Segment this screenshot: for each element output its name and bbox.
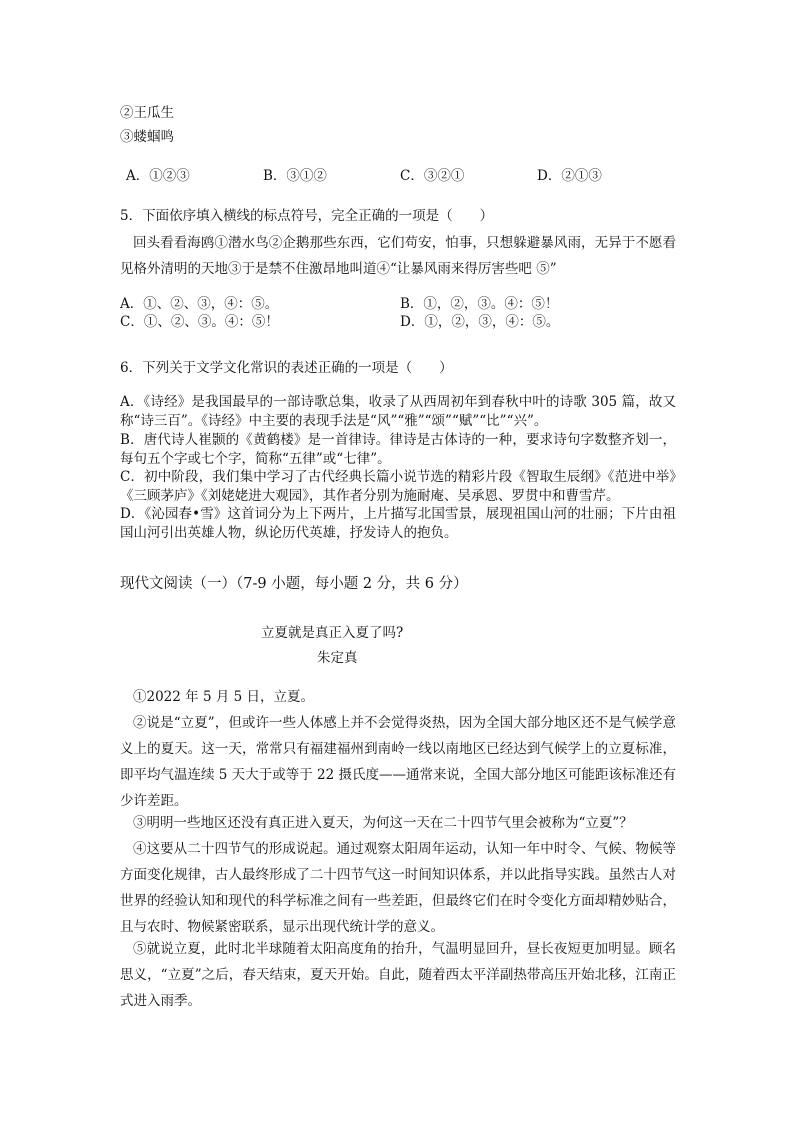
q5-passage: 回头看看海鸥①潜水鸟②企鹅那些东西，它们苟安，怕事，只想躲避暴风雨，无异于不愿看见格外清明的天地③于是禁不住激昂地叫道④“让暴风雨来得厉害些吧 ⑤”	[120, 235, 676, 277]
q6-option-d: D．《沁园春•雪》这首词分为上下两片，上片描写北国雪景，展现祖国山河的壮丽；下片由祖国山河引出英雄人物，纵论历代英雄，抒发诗人的抱负。	[120, 506, 676, 541]
article-author: 朱定真	[317, 650, 358, 666]
q6-option-c: C．初中阶段，我们集中学习了古代经典长篇小说节选的精彩片段《智取生辰纲》《范进中举》《三顾茅庐》《刘姥姥进大观园》，其作者分别为施耐庵、吴承恩、罗贯中和曹雪芹。	[120, 469, 676, 504]
q5-option-a: A．①、②、③，④：⑤。	[120, 296, 279, 312]
article-paragraph-4: ④这要从二十四节气的形成说起。通过观察太阳周年运动，认知一年中时令、气候、物候等方面变化规律，古人最终形成了二十四节气这一时间知识体系，并以此指导实践。虽然古人对世界的经验认知和现代的科学标准之间有一些差距，但最终它们在时令变化方面却精妙贴合，且与农时、物候紧密联系，显示出现代统计学的意义。	[120, 841, 676, 935]
section-heading: 现代文阅读（一）（7-9 小题，每小题 2 分，共 6 分）	[120, 576, 468, 592]
q5-option-b: B．①，②，③。④：⑤！	[400, 296, 559, 312]
q4-option-d: D．②①③	[537, 168, 602, 184]
q4-item-2: ②王瓜生	[120, 105, 174, 121]
q6-stem: 6．下列关于文学文化常识的表述正确的一项是（ ）	[120, 360, 453, 376]
q5-stem: 5．下面依序填入横线的标点符号，完全正确的一项是（ ）	[120, 208, 494, 224]
article-paragraph-5: ⑤就说立夏，此时北半球随着太阳高度角的抬升，气温明显回升，昼长夜短更加明显。顾名思义，“立夏”之后，春天结束，夏天开始。自此，随着西太平洋副热带高压开始北移，江南正式进入雨季。	[120, 941, 676, 1009]
article-paragraph-1: ①2022 年 5 月 5 日，立夏。	[133, 689, 314, 705]
q4-option-a: A．①②③	[126, 168, 190, 184]
q4-option-b: B．③①②	[263, 168, 327, 184]
q5-option-d: D．①，②，③，④：⑤。	[400, 314, 560, 330]
article-title: 立夏就是真正入夏了吗?	[261, 625, 404, 641]
q6-option-a: A．《诗经》是我国最早的一部诗歌总集，收录了从西周初年到春秋中叶的诗歌 305 篇，故又称“诗三百”。《诗经》中主要的表现手法是“风”“雅”“颂”“赋”“比”“兴”。	[120, 394, 676, 429]
article-paragraph-2: ②说是“立夏”，但或许一些人体感上并不会觉得炎热，因为全国大部分地区还不是气候学意义上的夏天。这一天，常常只有福建福州到南岭一线以南地区已经达到气候学上的立夏标准，即平均气温连续 5 天大于或等于 22 摄氏度——通常来说，全国大部分地区可能距该标准还有少许差距。	[120, 715, 676, 809]
q4-option-c: C．③②①	[400, 168, 465, 184]
q6-option-b: B．唐代诗人崔颢的《黄鹤楼》是一首律诗。律诗是古体诗的一种，要求诗句字数整齐划一，每句五个字或七个字，简称“五律”或“七律”。	[120, 432, 676, 467]
article-paragraph-3: ③明明一些地区还没有真正进入夏天，为何这一天在二十四节气里会被称为“立夏”？	[133, 815, 633, 831]
q5-option-c: C．①、②、③。④：⑤！	[120, 314, 279, 330]
q4-item-3: ③蝼蝈鸣	[120, 129, 174, 145]
